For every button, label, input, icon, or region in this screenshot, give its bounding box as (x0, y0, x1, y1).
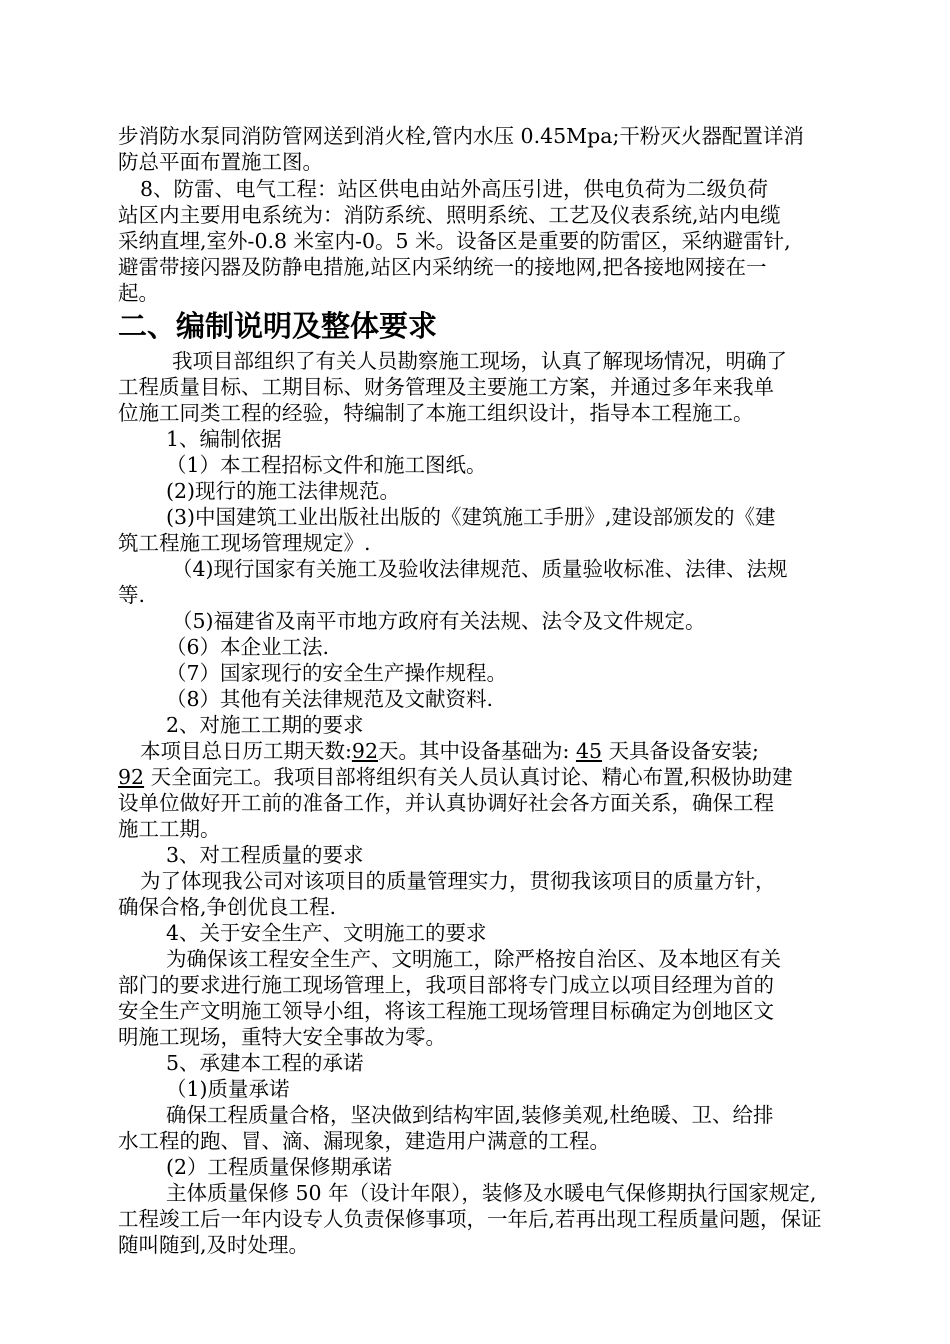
subsection-title: 1、编制依据 (166, 427, 282, 451)
paragraph-line: 避雷带接闪器及防静电措施,站区内采纳统一的接地网,把各接地网接在一 (118, 255, 767, 279)
completion-days-value: 92 (118, 765, 145, 789)
equipment-days-value: 45 (575, 739, 603, 763)
subsection-title: (2）工程质量保修期承诺 (166, 1155, 393, 1179)
list-item: (2)现行的施工法律规范。 (166, 479, 401, 503)
paragraph-line: 主体质量保修 50 年（设计年限），装修及水暖电气保修期执行国家规定, (166, 1181, 817, 1205)
paragraph-line: 设单位做好开工前的准备工作，并认真协调好社会各方面关系，确保工程 (118, 791, 774, 815)
subsection-title: 5、承建本工程的承诺 (166, 1051, 364, 1075)
total-days-value: 92 (351, 739, 378, 763)
paragraph-line: 部门的要求进行施工现场管理上，我项目部将专门成立以项目经理为首的 (118, 973, 774, 997)
list-item: （8）其他有关法律规范及文献资料. (166, 687, 494, 711)
subsection-title: 3、对工程质量的要求 (166, 843, 364, 867)
paragraph-line: 安全生产文明施工领导小组，将该工程施工现场管理目标确定为创地区文 (118, 999, 774, 1023)
paragraph-line: 为了体现我公司对该项目的质量管理实力，贯彻我该项目的质量方针， (140, 869, 776, 893)
paragraph-line: 确保工程质量合格，坚决做到结构牢固,装修美观,杜绝暖、卫、给排 (166, 1103, 774, 1127)
subsection-title: 4、关于安全生产、文明施工的要求 (166, 921, 487, 945)
paragraph-line: 确保合格,争创优良工程. (118, 895, 337, 919)
paragraph-line: 防总平面布置施工图。 (118, 150, 323, 174)
paragraph-line: 起。 (118, 281, 159, 305)
paragraph-line: 施工工期。 (118, 817, 221, 841)
subsection-title: （1)质量承诺 (166, 1077, 290, 1101)
schedule-text: 天。其中设备基础为: (378, 739, 570, 763)
list-item: （6）本企业工法. (166, 635, 330, 659)
schedule-text: 天全面完工。我项目部将组织有关人员认真讨论、精心布置,积极协助建 (150, 765, 793, 789)
list-item: （7）国家现行的安全生产操作规程。 (166, 661, 508, 685)
paragraph-line: 工程质量目标、工期目标、财务管理及主要施工方案，并通过多年来我单 (118, 375, 774, 399)
list-item: （4)现行国家有关施工及验收法律规范、质量验收标准、法律、法规 (172, 557, 788, 581)
paragraph-line: 明施工现场，重特大安全事故为零。 (118, 1025, 446, 1049)
paragraph-line: 工程竣工后一年内设专人负责保修事项，一年后,若再出现工程质量问题，保证 (118, 1207, 822, 1231)
paragraph-line: 步消防水泵同消防管网送到消火栓,管内水压 0.45Mpa;干粉灭火器配置详消 (118, 124, 804, 148)
paragraph-line: 采纳直埋,室外-0.8 米室内-0。5 米。设备区是重要的防雷区，采纳避雷针, (118, 229, 791, 253)
list-item: （5)福建省及南平市地方政府有关法规、法令及文件规定。 (172, 609, 706, 633)
schedule-text: 本项目总日历工期天数: (140, 739, 352, 763)
subsection-title: 2、对施工工期的要求 (166, 713, 364, 737)
paragraph-line (118, 764, 858, 790)
paragraph-line (140, 738, 858, 764)
list-item: （1）本工程招标文件和施工图纸。 (166, 453, 487, 477)
list-item-continued: 筑工程施工现场管理规定》. (118, 531, 371, 555)
paragraph-line: 随叫随到,及时处理。 (118, 1233, 310, 1257)
paragraph-line: 8、防雷、电气工程：站区供电由站外高压引进，供电负荷为二级负荷 (140, 177, 769, 201)
paragraph-line: 我项目部组织了有关人员勘察施工现场，认真了解现场情况，明确了 (172, 349, 787, 373)
paragraph-line: 位施工同类工程的经验，特编制了本施工组织设计，指导本工程施工。 (118, 401, 754, 425)
list-item-continued: 等. (118, 583, 146, 607)
paragraph-line: 水工程的跑、冒、滴、漏现象，建造用户满意的工程。 (118, 1129, 610, 1153)
paragraph-line: 为确保该工程安全生产、文明施工，除严格按自治区、及本地区有关 (166, 947, 781, 971)
schedule-text: 天具备设备安装; (608, 739, 759, 763)
section-heading: 二、编制说明及整体要求 (118, 309, 438, 343)
list-item: (3)中国建筑工业出版社出版的《建筑施工手册》,建设部颁发的《建 (166, 505, 776, 529)
paragraph-line: 站区内主要用电系统为：消防系统、照明系统、工艺及仪表系统,站内电缆 (118, 203, 781, 227)
